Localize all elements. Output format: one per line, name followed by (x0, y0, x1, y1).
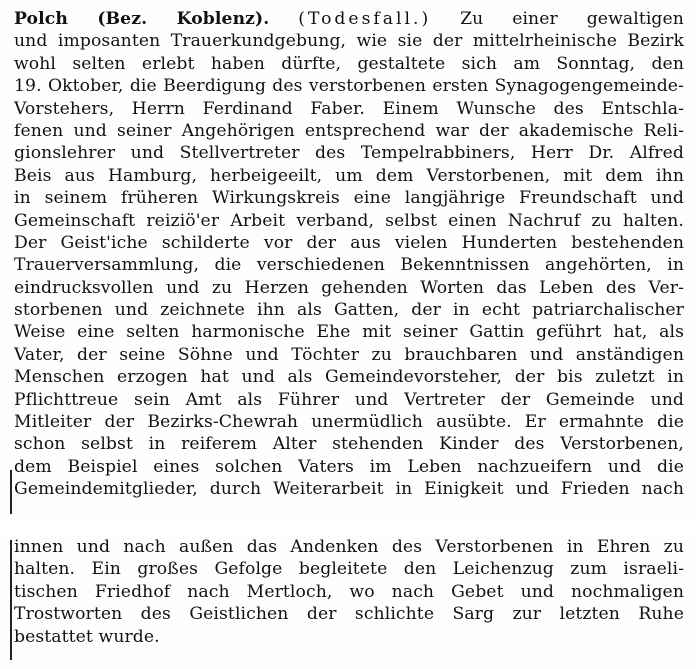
article-line: Vater, der seine Söhne und Töchter zu brauchbaren und anständigen (14, 344, 684, 365)
article-headline: Polch (Bez. Koblenz). (14, 9, 270, 29)
article-line: Mitleiter der Bezirks-Chewrah unermüdlich ausübte. Er ermahnte die (14, 412, 684, 433)
article-line: Gemeinschaft reiziö'er Arbeit verband, selbst einen Nachruf zu halten. (14, 210, 684, 231)
article-line: Gemeindemitglieder, durch Weiterarbeit in Einigkeit und Frieden nach (14, 479, 684, 500)
article-line: Trauerversammlung, die verschiedenen Bekenntnissen angehörten, in (14, 255, 684, 276)
article-line: Der Geist'iche schilderte vor der aus vielen Hunderten bestehenden (14, 232, 684, 253)
article-line-1-text: Zu einer gewaltigen (460, 9, 684, 29)
article-line: 19. Oktober, die Beerdigung des verstorbenen ersten Synagogengemeinde- (14, 76, 684, 97)
article-line: und imposanten Trauerkundgebung, wie sie der mittelrheinische Bezirk (14, 31, 684, 52)
article-line: in seinem früheren Wirkungskreis eine langjährige Freundschaft und (14, 188, 684, 209)
article-line: Beis aus Hamburg, herbeigeeilt, um dem Verstorbenen, mit dem ihn (14, 165, 684, 186)
article-line: eindrucksvollen und zu Herzen gehenden Worten das Leben des Ver- (14, 277, 684, 298)
article-line: Weise eine selten harmonische Ehe mit seiner Gattin geführt hat, als (14, 322, 684, 343)
column-edge-rule (10, 540, 12, 660)
article-line: tischen Friedhof nach Mertloch, wo nach Gebet und nochmaligen (14, 581, 684, 602)
clipping-gap (0, 520, 696, 534)
article-line: wohl selten erlebt haben dürfte, gestaltete sich am Sonntag, den (14, 53, 684, 74)
article-line: gionslehrer und Stellvertreter des Tempelrabbiners, Herr Dr. Alfred (14, 143, 684, 164)
article-first-line (14, 8, 684, 30)
article-line: bestattet wurde. (14, 626, 160, 647)
article-line: fenen und seiner Angehörigen entsprechend war der akademische Reli- (14, 120, 684, 141)
article-line: Trostworten des Geistlichen der schlichte Sarg zur letzten Ruhe (14, 604, 684, 625)
article-line: halten. Ein großes Gefolge begleitete den Leichenzug zum israeli- (14, 559, 684, 580)
article-column-bottom (14, 536, 684, 648)
article-line: Vorstehers, Herrn Ferdinand Faber. Einem Wunsche des Entschla- (14, 98, 684, 119)
article-column-top (14, 8, 684, 501)
column-edge-rule (10, 470, 12, 514)
article-line: Pflichttreue sein Amt als Führer und Vertreter der Gemeinde und (14, 389, 684, 410)
article-line: storbenen und zeichnete ihn als Gatten, der in echt patriarchalischer (14, 300, 684, 321)
article-line: schon selbst in reiferem Alter stehenden Kinder des Verstorbenen, (14, 434, 684, 455)
article-line: Menschen erzogen hat und als Gemeindevorsteher, der bis zuletzt in (14, 367, 684, 388)
article-line: dem Beispiel eines solchen Vaters im Leben nachzueifern und die (14, 456, 684, 477)
article-category: (Todesfall.) (298, 9, 432, 29)
article-line: innen und nach außen das Andenken des Verstorbenen in Ehren zu (14, 537, 684, 557)
